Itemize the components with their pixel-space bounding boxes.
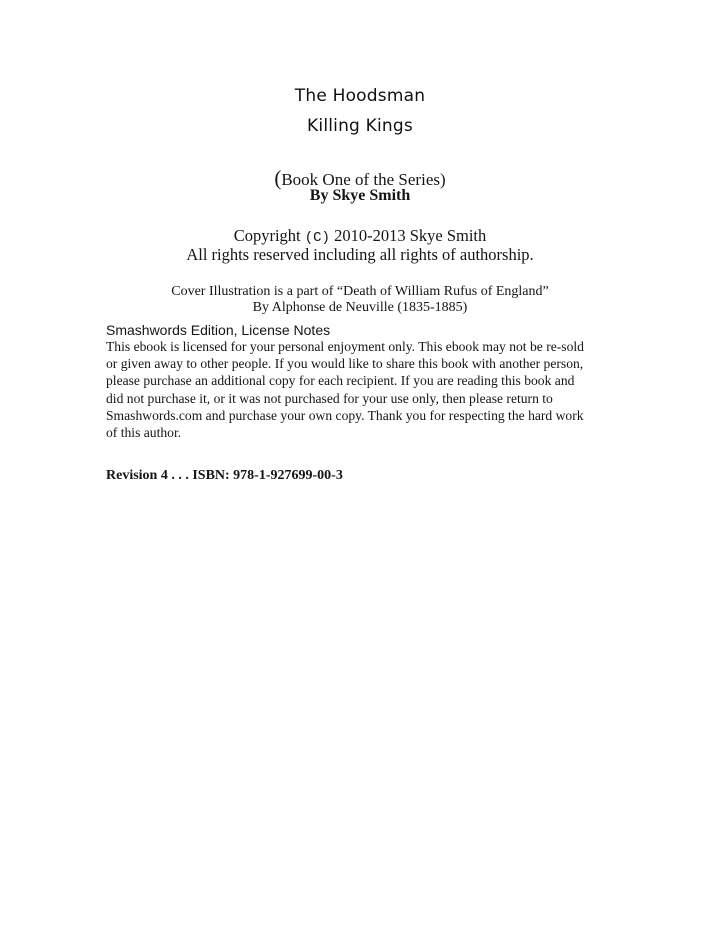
- book-title: The Hoodsman: [294, 86, 426, 106]
- copyright-line: [0, 226, 720, 246]
- cover-illustration-line: Cover Illustration is a part of “Death of William Rufus of England”: [171, 284, 549, 299]
- rights-reserved-line: All rights reserved including all rights of authorship.: [186, 245, 534, 264]
- copyright-symbol: (C): [304, 230, 330, 246]
- license-notes: [106, 338, 612, 441]
- license-line: This ebook is licensed for your personal enjoyment only. This ebook may not be re-sold: [106, 339, 584, 354]
- book-subtitle-title: Killing Kings: [307, 116, 413, 136]
- copyright-years: 2010-2013 Skye Smith: [329, 226, 487, 245]
- copyright-prefix: Copyright: [233, 226, 305, 245]
- license-line: of this author.: [106, 425, 182, 441]
- author-line: By Skye Smith: [309, 187, 411, 204]
- series-note-paren: (: [274, 166, 282, 190]
- license-line: did not purchase it, or it was not purchased for your use only, then please return to: [106, 390, 553, 406]
- license-line: or given away to other people. If you would like to share this book with another person,: [106, 356, 584, 372]
- license-heading: Smashwords Edition, License Notes: [106, 322, 331, 338]
- revision-isbn-line: Revision 4 . . . ISBN: 978-1-927699-00-3: [106, 468, 343, 483]
- series-note-text: Book One of the Series): [281, 170, 446, 189]
- cover-artist-line: By Alphonse de Neuville (1835-1885): [252, 300, 468, 315]
- license-line: please purchase an additional copy for each recipient. If you are reading this book and: [106, 373, 575, 389]
- license-line: Smashwords.com and purchase your own copy. Thank you for respecting the hard work: [106, 407, 584, 423]
